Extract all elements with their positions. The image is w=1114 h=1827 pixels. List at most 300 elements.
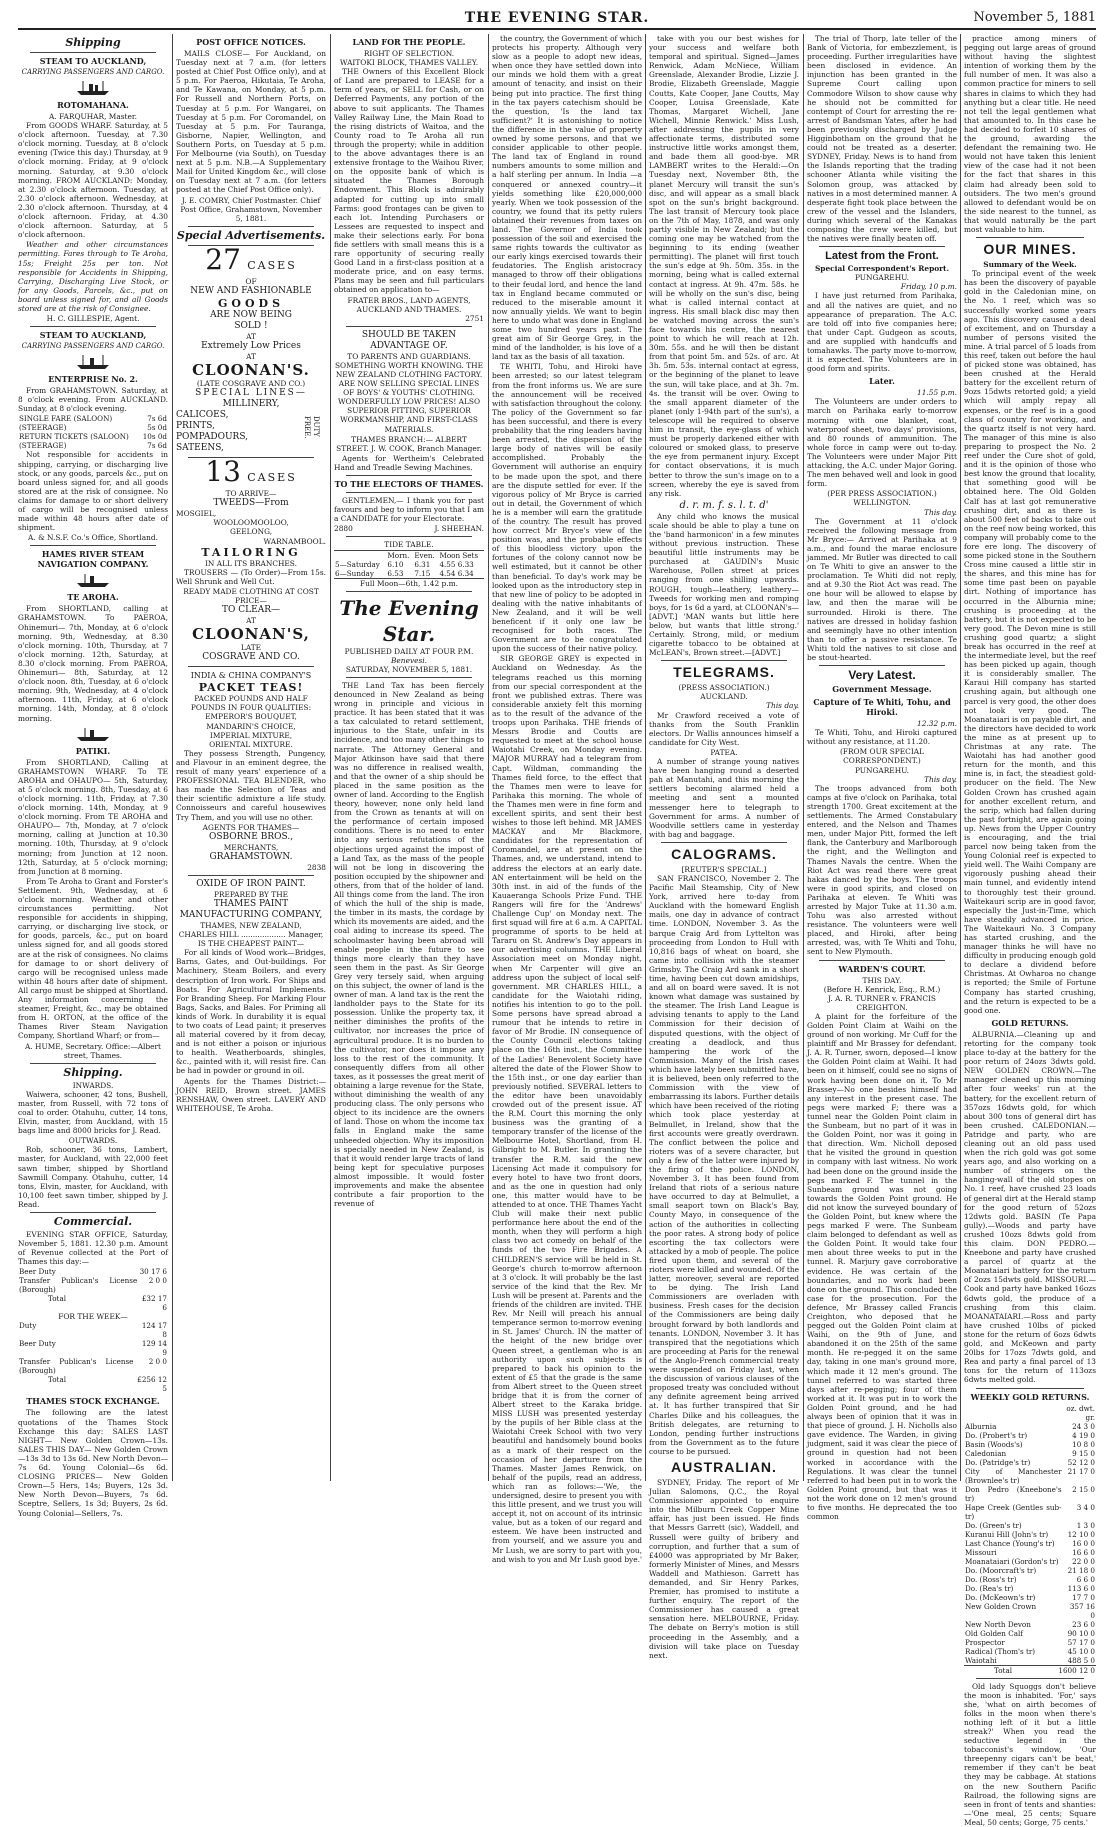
table-header: Morn. (386, 550, 413, 560)
table-cell: 6.53 (386, 569, 413, 579)
table-row (964, 1467, 1096, 1485)
ad-text: SPECIAL LINES— (176, 388, 326, 399)
ship-name: TE AROHA. (18, 592, 168, 602)
tide-table-title: TIDE TABLE. (334, 540, 484, 549)
section-heading-gold-returns: GOLD RETURNS. (964, 1018, 1096, 1028)
ad-subtitle: TO PARENTS AND GUARDIANS. (334, 352, 484, 361)
column-4 (492, 34, 642, 1481)
steamship-icon (75, 353, 111, 371)
ad-count: 13 (205, 455, 241, 488)
table-row (964, 1485, 1096, 1503)
table-cell: Caledonian (964, 1449, 1063, 1458)
table-cell: 6 6 0 (1063, 1575, 1096, 1584)
table-cell: SINGLE FARE (SALOON) (18, 414, 139, 423)
ad-note: From Te Aroha to Grant and Forster's Settlement. 9th, Wednesday, at 6 o'clock morning. Weather and other circumstances permitting. Not responsible for accidents in shipping, carrying, or discharging live stock, or for goods, parcels, &c., put on board unless signed for, and all goods stored are at the risk of consignees. No claims for damage to or short delivery of cargo will be recognised unless made within 48 hours after date of shipment. All cargo must be shipped at Shortland. Any information concerning the steamer, Freight, &c., may be obtained from H. ORTON, at the office of the Thames River Steam Navigation Company, Shortland Wharf; or from— (18, 877, 168, 1041)
table-cell: Total (18, 1294, 138, 1312)
section-heading-special-ads: Special Advertisements. (176, 230, 326, 242)
table-row (18, 414, 168, 423)
table-cell: Last Chance (Young's tr) (964, 1539, 1063, 1548)
section-heading-latest: Latest from the Front. (807, 250, 957, 262)
ad-text: AT (176, 616, 326, 625)
section-heading-telegrams: TELEGRAMS. (649, 664, 799, 681)
dateline-time: This day. (807, 775, 957, 784)
ad-text: AGENTS FOR THAMES— (176, 823, 326, 832)
section-heading-exchange: THAMES STOCK EXCHANGE. (18, 1396, 168, 1406)
ad-text: GRAHAMSTOWN. (176, 852, 326, 863)
ad-list (176, 410, 326, 454)
divider (346, 475, 472, 476)
section-subheading: THIS DAY. (807, 976, 957, 985)
section-heading-shipping: Shipping (18, 37, 168, 49)
article-body: The trial of Thorp, late teller of the Bank of Victoria, for embezzlement, is proceeding. Further irregularities have been disclosed in evidence. An injunction has been granted in the Supreme Court calling upon Commodore Wilson to show cause why he should not be committed for contempt of Court for arresting the re-arrest of Bandsman Yates, after he had been previously discharged by Judge Higginbotham on the ground that he could not be treated as a deserter. SYDNEY, Friday. News is to hand from the Islands reporting that the trading schooner Atlanta while visiting the Solomon group, was attacked by natives in a most determined manner. A desperate fight took place between the crew of the vessel and the Islanders, during which several of the Kanakas composing the crew were killed, but the natives were finally beaten off. (807, 34, 957, 243)
table-cell: 7s 6d (139, 441, 168, 450)
table-cell: Old Golden Calf (964, 1629, 1063, 1638)
table-cell: RETURN TICKETS (SALOON) (18, 432, 139, 441)
section-subheading: Summary of the Week. (964, 260, 1096, 269)
table-row (964, 1431, 1096, 1440)
ad-subtitle: WAITOKI BLOCK, THAMES VALLEY. (334, 58, 484, 67)
table-row (18, 1375, 168, 1393)
table-cell: 488 5 0 (1063, 1656, 1096, 1665)
dateline-time: 11.55 p.m. (807, 388, 957, 397)
article-body: Waiwera, schooner, 42 tons, Bushell, master, from Russell, with 72 tons of coal to order. Otahuhu, cutter, 14 tons, Elvin, master, from Auckland, with 15 bags lime and 8000 bricks for J. Read. (18, 1090, 168, 1135)
ad-note: Weather and other circumstances permitting. Fares through to Te Aroha, 15s; Freight 25s per ton. Not responsible for Accidents in Shipping, Carrying, Discharging Live Stock, or for any Goods, Parcels, &c., put on board unless signed for, and all Goods stored are at the risk of Consignee. (18, 240, 168, 313)
table-row (18, 1357, 168, 1375)
table-row (18, 423, 168, 432)
table-cell: 124 17 8 (134, 1321, 168, 1339)
section-subheading: Government Message. (807, 684, 957, 694)
ad-subtitle: CARRYING PASSENGERS AND CARGO. (18, 342, 168, 351)
ad-signature: J. SHEEHAN. (434, 524, 484, 533)
article-body: EVENING STAR OFFICE, Saturday, November 5, 1881. 12.30 p.m. Amount of Revenue collected at the Port of Thames this day:— (18, 1230, 168, 1266)
ad-note: Not responsible for accidents in shipping, carrying, or discharging live stock, or any goods, parcels &c., put on board unless signed for, and all goods stored are at the risk of consignee. No claims for damage to or short delivery of cargo will be recognised unless made within 48 hours after date of shipment. (18, 450, 168, 532)
masthead (18, 8, 1096, 30)
ad-text: THAMES, NEW ZEALAND, (176, 921, 326, 930)
ad-text: TO ARRIVE— (176, 489, 326, 498)
subheading: INWARDS. (18, 1081, 168, 1090)
ad-text: GEELONG, (176, 527, 326, 536)
section-subheading: (FROM OUR SPECIAL CORRESPONDENT.) (807, 747, 957, 765)
divider (30, 1212, 156, 1213)
table-row (964, 1440, 1096, 1449)
ad-list-item: SATEENS, (176, 443, 326, 454)
table-cell: Waiotahi (964, 1656, 1063, 1665)
table-row (334, 569, 484, 579)
week-revenue-table (18, 1321, 168, 1393)
ad-number-label: 2880 (334, 524, 353, 533)
divider (976, 1678, 1084, 1679)
ad-text: LATE (176, 643, 326, 652)
ad-text: READY MADE CLOTHING AT COST PRICE— (176, 587, 326, 605)
steamship-icon (75, 571, 111, 589)
ad-signature: A. HUME, Secretary. Office:—Albert street, Thames. (18, 1042, 168, 1060)
ad-title: HAMES RIVER STEAM NAVIGATION COMPANY. (18, 549, 168, 569)
article-body: The troops advanced from both camps at five o'clock on Parihaka, total strength 1700. Great excitement at the settlements. The Armed Constabulary entered, and the Nelson and Thames men, under Major Pitt, formed the left flank, the Canterbury and Marlborough the right, and the Wellington and Thames Navals the centre. When the Riot Act was read there were great hakas danced by the boys. The troops were in good spirits, and closed on Parihaka at eleven. Te Whiti was arrested by Major Tuke at 11.30 a.m. Tohu was also arrested without resistance. The volunteers were well placed, and Hiroki, after being arrested, was, with Te Whiti and Tohu, sent to New Plymouth. (807, 784, 957, 957)
ad-signature: H. C. GILLESPIE, Agent. (18, 314, 168, 323)
table-row (964, 1566, 1096, 1575)
ad-number-label: 2838 (176, 863, 326, 872)
divider (188, 875, 314, 876)
signature: J. E. COMRY, Chief Postmaster. Chief Post Office, Grahamstown, November 5, 1881. (176, 196, 326, 223)
divider (819, 960, 945, 961)
ad-text: OF (176, 277, 326, 286)
table-cell: Moanataiari (Gordon's tr) (964, 1557, 1063, 1566)
table-header: Moon Sets (438, 550, 484, 560)
ad-text: OSBORNE BROS., (176, 832, 326, 843)
dateline-time: Friday, 10 p.m. (807, 282, 957, 291)
table-cell: Basin (Woods's) (964, 1440, 1063, 1449)
table-cell: 1600 12 0 (1038, 1665, 1096, 1675)
ad-text: EMPEROR'S BOUQUET, (176, 712, 326, 721)
ad-cases: CASES (247, 471, 296, 484)
ad-text: TWEEDS—From (176, 498, 326, 509)
ad-title: TO THE ELECTORS OF THAMES. (334, 479, 484, 489)
fares-table (18, 414, 168, 450)
table-row (964, 1647, 1096, 1656)
dateline-place: PUNGAREHU. (807, 766, 957, 775)
ad-title: STEAM TO AUCKLAND, (18, 330, 168, 340)
section-subheading: Special Correspondent's Report. (807, 264, 957, 273)
article-body: SYDNEY, Friday. The report of Mr Julian Salomons, Q.C., the Royal Commissioner appointed to enquire into the Milburn Creek Copper Mine affair, has just been issued. He finds that Messrs Garrett (sic), Waddell, and Russell were guilty of bribery and corruption, and further that a sum of £4000 was appropriated by Mr Baker, formerly Minister of Mines, and Messrs Waddell and Mathieson. Garrett has demanded, and Sir Henry Parkes, Premier, has promised to institute a further enquiry. The report of the Commissioner has caused a great sensation here. MELBOURNE, Friday. The debate on Berry's motion is still proceeding in the Assembly, and a division will take place on Tuesday next. (649, 1478, 799, 1660)
table-cell: New North Devon (964, 1620, 1063, 1629)
table-cell: Do. (Ross's tr) (964, 1575, 1063, 1584)
ad-list-item: CALICOES, (176, 410, 326, 421)
table-cell: Hape Creek (Gentles sub-tr) (964, 1503, 1063, 1521)
dateline-time: 12.32 p.m. (807, 719, 957, 728)
subheading: OUTWARDS. (18, 1136, 168, 1145)
table-cell: Duty (18, 1321, 134, 1339)
table-cell: 357 16 0 (1063, 1602, 1096, 1620)
ad-text: THAMES PAINT MANUFACTURING COMPANY, (176, 899, 326, 921)
divider (346, 591, 472, 592)
divider (661, 660, 787, 661)
ship-name: ENTERPRISE No. 2. (18, 374, 168, 384)
table-row (334, 560, 484, 569)
divider (30, 545, 156, 546)
section-heading-calograms: CALOGRAMS. (649, 846, 799, 863)
table-row (964, 1530, 1096, 1539)
ad-text: GOODS (176, 297, 326, 310)
column-rule (488, 34, 489, 1481)
divider (188, 226, 314, 227)
table-row (964, 1584, 1096, 1593)
ad-text: IS THE CHEAPEST PAINT— (176, 939, 326, 948)
ad-title: LAND FOR THE PEOPLE. (334, 37, 484, 47)
ad-text: MANDARIN'S CHOICE, (176, 722, 326, 731)
table-cell: £256 12 5 (134, 1375, 168, 1393)
dateline-time: This day. (649, 701, 799, 710)
table-cell: City of Manchester (Brownlee's tr) (964, 1467, 1063, 1485)
divider (30, 1063, 156, 1064)
ad-text: CLOONAN'S, (176, 625, 326, 643)
column-7 (964, 34, 1096, 1481)
section-heading-weekly-gold: WEEKLY GOLD RETURNS. (964, 1392, 1096, 1402)
section-heading-australian: AUSTRALIAN. (649, 1459, 799, 1476)
ad-text: ARE NOW BEING (176, 310, 326, 321)
table-row (18, 432, 168, 441)
ad-signature: A. & N.S.F. Co.'s Office, Shortland. (18, 533, 168, 542)
ad-text: PACKED POUNDS AND HALF POUNDS IN FOUR QUALITIES: (176, 694, 326, 712)
table-row (964, 1593, 1096, 1602)
table-cell: 2 15 0 (1063, 1485, 1096, 1503)
article-body: The Volunteers are under orders to march on Parihaka early to-morrow morning with one blanket, coat, waterproof sheet, two days' provisions, and 80 rounds of ammunition. The whole force in camp were out to-day. The Volunteers were under Major Pitt attacking, the A.C. under Major Goring. The men behaved well and look in good form. (807, 397, 957, 488)
ad-text: SOLD ! (176, 321, 326, 332)
masthead-motto: Benevesi. (334, 656, 484, 665)
section-heading-later: Later. (807, 376, 957, 386)
table-cell: (STEERAGE) (18, 441, 139, 450)
column-rule (960, 34, 961, 1481)
table-cell: 113 6 0 (1063, 1584, 1096, 1593)
article-body: To principal event of the week has been the discovery of payable gold in the Caledonian mine, on the No. 1 reef, which was so successfully worked some years ago. This discovery caused a deal of excitement, and on Thursday a number of persons visited the mine. A trial parcel of 5 loads from this reef, taken out before the haul of picked stone was obtained, has been crushed at the Herald battery for the excellent return of 9ozs 15dwts retorted gold; a yield which will amply repay all expenses, or the reef is in a good class of country for working, and the quartz itself is not very hard. The manager of this mine is also preparing to prospect the No. 2 reef under the Cure shot of gold, and it is the opinion of those who best know the ground that locality, that something good will be obtained here. The Old Golden Calf has at last got remunerative crushing dirt, and as there is about 500 feet of backs to take out on the reef now being worked, this company will probably come to the fore ere long. The discovery of some picked stone in the Southern Cross mine caused a little stir in the shares, and this mine has for some time past been on payable dirt. Nothing of importance has occurred in the Alburnia mine; crushing is proceeding at the battery, but it is not expected to be very good. The Devon mine is still crushing good quartz; a slight break has occurred in the reef at the intermediate level, but the reef has been picked up again, though it is considerably smaller. The Karaui Hill company has started crushing again, but although one parcel is very good, the other does not look very good. The Moanataiari is on payable dirt, and the directors have decided to work the mine as at present up to Christmas at any rate. The Waiotahi has had another good return for the month, and this mine is, in fact, the steadiest gold-producer on the field. The New Golden Crown has crushed again for another excellent return, and the scrip, which had fallen during the past fortnight, are again going up. News from the Upper Country is encouraging, and the trial parcel now being taken from the Young Colonial reef is expected to yield well. The Waihi Company are vigorously pushing ahead their main tunnel, and evidently intend to thoroughly test their ground. Waitekauri scrip are in good favor, especially the Just-in-Time, which have steadily advanced in price. The Waitekauri No. 3 Company has started crushing, and the manager thinks he will have no difficulty in producing enough gold to declare a dividend before Christmas. At Owharoa no change is reported; the Smile of Fortune Company has started crushing, and the return is expected to be a good one. (964, 269, 1096, 1015)
ad-branch: THAMES BRANCH:— ALBERT STREET. J. W. COOK, Branch Manager. (334, 435, 484, 453)
dateline-place: PUNGAREHU. (807, 273, 957, 282)
ad-body: GENTLEMEN,— I thank you for past favours and beg to inform you that I am a CANDIDATE for your Electorate. (334, 496, 484, 523)
ad-text: PACKET TEAS! (176, 681, 326, 694)
table-cell: Transfer Publican's License (Borough) (18, 1276, 138, 1294)
table-cell: Do. (McKeown's tr) (964, 1593, 1063, 1602)
table-row (18, 441, 168, 450)
ad-footer (334, 524, 484, 533)
dateline-place: AUCKLAND. (649, 692, 799, 701)
ad-text: WARNAMBOOL. (176, 537, 326, 546)
table-cell: Total (18, 1375, 134, 1393)
table-row (964, 1458, 1096, 1467)
table-row (18, 1267, 168, 1276)
table-cell: 24 3 0 (1063, 1422, 1096, 1431)
table-cell: 23 6 0 (1063, 1620, 1096, 1629)
table-cell: 16 6 0 (1063, 1548, 1096, 1557)
divider (976, 237, 1084, 238)
ad-title: SHOULD BE TAKEN ADVANTAGE OF. (334, 330, 484, 352)
article-body: TE WHITI, Tohu, and Hiroki have been arrested; so our latest telegram from the front informs us. We are sure the announcement will be received with satisfaction throughout the colony. The policy of the Government so far has been successful, and there is every probability that the ring leaders having been arrested, the dispersion of the large body of natives will be easily accomplished. Probably the Government will authorise an enquiry to be made upon the spot, and there are the dispute settled for ever. If the vigorous policy of Mr Bryce is carried out in detail, the Government of which he is a member will earn the gratitude of the country. The result has proved how correct Mr Bryce's view of the position was, and the probable effects of this bloodless victory upon the fortunes of the colony cannot now be well estimated, but it cannot be other than beneficial. To day's work may be looked upon as the introductory step in that new line of policy to be adopted in dealing with the native inhabitants of New Zealand, and it will be well beneficent if it only one law be recognised for both races. The Government are to be congratulated upon the success of their native policy. (492, 362, 642, 653)
article-body: Mr Crawford received a vote of thanks from the South Franklin electors. Dr Wallis announces himself a candidate for City West. (649, 711, 799, 747)
ad-number (176, 461, 326, 489)
table-row (18, 1339, 168, 1357)
table-row (964, 1557, 1096, 1566)
section-subheading: (PRESS ASSOCIATION.) (649, 683, 799, 692)
ad-text: Agents for the Thames District:— JOHN REID, Brown street. JAMES RENSHAW, Owen street. LAVERY AND WHITEHOUSE, Te Aroha. (176, 1077, 326, 1113)
table-cell: 4.55 6.33 (438, 560, 484, 569)
ad-text: TO CLEAR— (176, 605, 326, 616)
section-heading-very-latest: Very Latest. (807, 669, 957, 681)
table-cell: 21 18 0 (1063, 1566, 1096, 1575)
ad-text: IN ALL ITS BRANCHES. (176, 559, 326, 568)
weekly-gold-total (964, 1665, 1096, 1675)
ad-title: STEAM TO AUCKLAND, (18, 56, 168, 66)
ad-body: Agents for Wertheim's Celebrated Hand and Treadle Sewing Machines. (334, 454, 484, 472)
ad-text: MILLINERY, (176, 399, 326, 410)
table-cell: 1 3 0 (1063, 1521, 1096, 1530)
table-cell: Kuranui Hill (John's tr) (964, 1530, 1063, 1539)
table-cell: 4 19 0 (1063, 1431, 1096, 1440)
table-cell: Don Pedro (Kneebone's tr) (964, 1485, 1063, 1503)
article-body: The following are the latest quotations of the Thames Stock Exchange this day: SALES LAST NIGHT— New Golden Crown—13s. SALES THIS DAY— New Golden Crown—13s 3d to 13s 6d. New North Devon—7s 6d. Young Colonial—6s 6d. CLOSING PRICES— New Golden Crown—5 Hers, 14s; Buyers, 12s 3d. New North Devon—Buyers, 7s 6d. Sceptre, Sellers, 1s 3d; Buyers, 2s 6d. Young Colonial—Sellers, 7s. (18, 1408, 168, 1517)
table-cell: 21 17 0 (1063, 1467, 1096, 1485)
ad-text: CHARLES HILL ................... Manager, (176, 930, 326, 939)
ad-text: TAILORING (176, 546, 326, 559)
table-row (964, 1422, 1096, 1431)
ad-text: INDIA & CHINA COMPANY'S (176, 670, 326, 681)
ad-list-item: PRINTS, (176, 421, 326, 432)
article-body: take with you our best wishes for your success and welfare both temporal and spiritual. Signed—James Renwick, Adam McNiece, William Greenslade, Alexander Brodie, Lizzie J. Brodie, Elizabeth Greenslade, Maggie Coutts, Kate Cooper, Jane Coutts, May Cooper, Louisa Greenslade, Kate Thomas, Margaret Wichell, Jane Wichell, Minnie Renwick.' Miss Lush, after addressing the pupils in very affectionate terms, distributed some instructive little works amongst them, and bade them all good-bye. MR LAMBERT writes to the Herald:—On Tuesday next, November 8th, the planet Mercury will transit the sun's disc, and will appear as a small black spot on the sun's bright background. The last transit of Mercury took place on the 7th of May, 1878, and was only partly visible in New Zealand; but the coming one may be watched from the beginning to its ending (weather permitting). The planet will first touch the sun's edge at 9h. 50m. 35s. in the morning, being what is called external contact at ingress. At 9h. 47m. 58s. he will be wholly on the sun's disc, being what is called internal contact at ingress. His small black disc may then be watched moving across the sun's face towards his centre, the nearest point to which he will reach at 12h. 30m. 55s. and he will then be distant from that point 5m. and 52s. of arc. At 3h. 5m. 53s. internal contact at egress, or the beginning of the planet to leave the sun, will take place, and at 3h. 7m. 4s. the transit will be over. Owing to the small apparent diameter of the planet (only 1-94th part of the sun's), a telescope will be required to observe him in transit, the eye-glass of which must be properly darkened either with coloured or smoked glass, to preserve the eye from permanent injury. Except for contact observations, it is much better to throw the sun's image on to a screen, whereby the eye is saved from any risk. (649, 34, 799, 498)
table-row (964, 1449, 1096, 1458)
table-cell: Transfer Publican's License (Borough) (18, 1357, 134, 1375)
music-scale: d. r. m. f. s. l. t. d' (649, 499, 799, 512)
ad-text: MOSGIEL, (176, 509, 326, 518)
ship-name: PATIKI. (18, 746, 168, 756)
table-cell: 129 14 9 (134, 1339, 168, 1357)
section-heading-post-office: POST OFFICE NOTICES. (176, 37, 326, 47)
ad-body: SOMETHING WORTH KNOWING. THE NEW ZEALAND CLOTHING FACTORY. ARE NOW SELLING SPECIAL LINES OF BOYS' & YOUTHS' CLOTHING. WONDERFULLY LOW PRICES! ALSO SUPERIOR FITTING, SUPERIOR WORKMANSHIP, AND FIRST-CLASS MATERIALS. (334, 361, 484, 434)
table-cell: Radical (Thom's tr) (964, 1647, 1063, 1656)
table-cell: 30 17 6 (138, 1267, 168, 1276)
ad-text: COSGRAVE AND CO. (176, 652, 326, 663)
table-row (334, 550, 484, 560)
divider (346, 492, 472, 493)
divider (819, 246, 945, 247)
table-cell: Total (964, 1665, 1038, 1675)
table-cell: 45 10 0 (1063, 1647, 1096, 1656)
dateline-time: This day. (807, 508, 957, 517)
article-body: ALBURNIA.—Cleaning up and retorting for the company took place to-day at the battery for the poor return of 24ozs 3dwts gold. NEW GOLDEN CROWN.—The manager cleaned up this morning after four weeks' run at the battery, for the excellent return of 357ozs 16dwts gold, for which about 300 tons of general dirt has been crushed. CALEDONIAN.—Patridge and party, who are cleaning out an old pass used when the rich gold was got some years ago, and also working on a number of stringers on the hanging-wall of the old stopes on No. 1 reef, have crushed 23 loads of general dirt at the Herald stamp for the good return of 52ozs 12dwts gold. BASIN (Te Papa gully).—Woods and party have crushed 10ozs 8dwts gold from this claim. DON PEDRO.—Kneebone and party have crushed a parcel of quartz at the Moanataiari battery for the return of 2ozs 15dwts gold. MISSOURI.—Cook and party have banked 16ozs 6dwts gold, the produce of a crushing from this claim. MOANATAIARI.—Ross and party have crushed 10lbs of picked stone for the return of 6ozs 6dwts gold, and McKeown and party 20lbs for 17ozs 7dwts gold, and Rea and party a final parcel of 13 tons for the return of 113ozs 6dwts melted gold. (964, 1030, 1096, 1385)
table-cell: Missouri (964, 1548, 1063, 1557)
ad-text: OXIDE OF IRON PAINT. (176, 879, 326, 890)
table-row (964, 1521, 1096, 1530)
steamship-icon (75, 79, 111, 97)
table-cell: Alburnia (964, 1422, 1063, 1431)
article-body: Te Whiti, Tohu, and Hiroki captured without any resistance, at 11.20. (807, 728, 957, 746)
article-body: SIR GEORGE GREY is expected in Auckland on Wednesday. As the telegrams reached us this morning from our special correspondent at the front we published extras. There was considerable anxiety felt this morning as to the result of the advance of the troops upon Parihaka. THE friends of Messrs Brodie and Coutts are requested to meet at the school house Waiotahi Creek, on Monday evening. MAJOR MURRAY had a telegram from Capt. Wildman, commanding the Thames field force, to the effect that the Thames men were to leave for Parihaka this morning. The whole of the Thames men were in fine form and excellent spirits, and sent their best wishes to those left behind. MR JAMES MACKAY and Mr Blackmore, candidates for the representation of Coromandel, are at present on the Thames, and, we understand, intend to address the electors at an early date. AN entertainment will be held on the 30th inst. in aid of the funds of the Kauaeranga Schools Prize Fund. THE Rangers will fire for the 'Andrews' Challenge Cup' on Monday next. The first squad will fire at 6 a.m. A CAPITAL programme of sports to be held at Tararu on St. Andrew's Day appears in our advertising columns. THE Liberal Association meet on Monday night, when Mr Carpenter will give an address upon the subject of local self-government. MR CHARLES HILL, a candidate for the Waiotahi riding, notifies his intention to go to the poll. Some persons have spread abroad a rumour that he intends to retire in favor of Mr Brodie. IN consequence of the County Council elections taking place on the 16th inst., the Committee of the Ladies' Benevolent Society have altered the date of the Flower Show to the 15th inst., or one day earlier than previously notified. SEVERAL letters to the editor have been unavoidably crowded out of the present issue. AT the R.M. Court this morning the only business was the granting of a temporary transfer of the license of the Melbourne Hotel, Shortland, from H. Gilbright to M. Butler. In granting the transfer the R.M. said the new Licensing Act made it compulsory for every hotel to have two front doors, and as the one in question had only one, this matter would have to be attended to at once. THE Thames Yacht Club will make their next public performance here about the end of the month, when they will perform a high class two act comedy on behalf of the funds of the two Fire Brigades. A CHILDREN'S service will be held in St. George's church to-morrow afternoon at 3 o'clock. It will probably be the last service of the kind that the Rev. Mr Lush will be present at. Parents and the friends of the children are invited. THE Rev. Mr Neill will preach his annual temperance sermon to-morrow evening in St. James' Church. IN the matter of the height of the new bridge over Queen street, a gentleman who is an authority upon such subjects is prepared to back his opinion to the extent of £5 that the grade is the same from Albert street to the Queen street bridge that it is from the corner of Albert street to the Karaka bridge. MISS LUSH was presented yesterday by the pupils of her Bible class at the Waiotahi Creek School with two very beautiful and handsomely bound books as a mark of their respect on the occasion of her departure from the Thames. Master James Renwick, on behalf of the pupils, read an address, which ran as follows:—'We, the undersigned, desire to present you with this little present, and we trust you will accept it, not on account of its intrinsic value, but as a token of our regard and esteem. We have been instructed and from yourself, and we assure you and Mr Lush, we are sorry to part with you, and wish to you and Mr Lush good bye.' (492, 654, 642, 1563)
article-body: the country, the Government of which protects his property. Although very slow as a people to adopt new ideas, when once they have settled down into our minds we hold them with a great amount of tenacity, and insist on their being put into practice. The first thing in the tax payers catechism should be the question, 'Is the land tax sufficient?' It is astonishing to notice the difference in the value of property owned by some persons, and that we consider applicable to other people. The land tax of England in round numbers amounts to some million and a half sterling per annum. In India —a conquered or annexed country—it yields something like £20,000,000 yearly. When we took possession of the country, we found that its petty rulers obtained their revenues from taxes on land. The Governor of India took possession of the soil and exercised the same rights towards the cultivator as our early kings exercised towards their feudatories. The English aristocracy managed to throw off their obligations to their feudal lord, and hence the land tax in England became commuted or reduced to the miserable amount it now annually yields. We want to begin here to undo what was done in England some two hundred years past. The great aim of Sir George Grey, in the mind of the landholder, is his love of a land tax as the basis of all taxation. (492, 34, 642, 361)
article-body: Any child who knows the musical scale should be able to play a tune on the 'band harmonicon' in a few minutes without previous instruction. These beautiful little instruments may be purchased at GAUDIN's Music Warehouse, Pollen street at prices ranging from one shilling upwards. ROUGH, tough—leathery, leathery—Tweeds for working men and romping boys, for 1s 6d a yard, at CLOONAN's—[ADVT.] 'MAN wants but little here below, but wants that little strong.' Certainly. Strong, mild, or medium cigarette tobacco to be obtained at McLEAN's, Brown street.—[ADVT.] (649, 512, 799, 658)
table-row (964, 1548, 1096, 1557)
table-cell: 90 10 0 (1063, 1629, 1096, 1638)
table-cell: 6.31 (413, 560, 438, 569)
divider (661, 842, 787, 843)
table-cell: 17 7 0 (1063, 1593, 1096, 1602)
article-body: I have just returned from Parihaka, and all the natives are quiet, and no appearance of preparation. The A.C. are told off into five companies here; that under Capt. Gudgeon as scouts, and are supplied with handcuffs and tomahawks. The party move to-morrow, it is expected. The Volunteers are in good form and spirits. (807, 291, 957, 373)
table-row (964, 1404, 1096, 1422)
table-cell: Prospector (964, 1638, 1063, 1647)
ad-text: They possess Strength, Pungency, and Flavour in an eminent degree, the result of many years' experience of a PROFESSIONAL TEA BLENDER, who has made the Selection of Teas and their scientific admixture a life study. Connoisseurs and careful housewives Try Them, and you will use no other. (176, 749, 326, 822)
column-3 (334, 34, 484, 1481)
ad-text: CLOONAN'S. (176, 361, 326, 379)
column-rule (330, 34, 331, 1481)
section-subheading: (Before H. Kenrick, Esq., R.M.) (807, 985, 957, 994)
issue-date: November 5, 1881 (973, 10, 1096, 25)
ad-count: 27 (205, 243, 241, 276)
ad-text: IMPERIAL MIXTURE, (176, 731, 326, 740)
article-body: A number of strange young natives have been hanging round a deserted pah at Manutahi, and this morning the settlers becoming alarmed held a meeting and sent a mounted messenger here to telegraph to Government for arms. A number of Woodville settlers came in yesterday with bag and baggage. (649, 757, 799, 839)
table-header (334, 550, 386, 560)
table-row (964, 1620, 1096, 1629)
divider (346, 677, 472, 678)
column-rule (803, 34, 804, 1481)
table-cell: 22 0 0 (1063, 1557, 1096, 1566)
table-cell: 4.54 6.34 (438, 569, 484, 579)
subheading: FOR THE WEEK— (18, 1312, 168, 1321)
table-row (964, 1638, 1096, 1647)
table-cell: Beer Duty (18, 1267, 138, 1276)
table-row (18, 1321, 168, 1339)
article-body: THE Land Tax has been fiercely denounced in New Zealand as being wrong in principle and vicious in practice. It has been stated that it was a tax calculated to retard settlement, injurious to the State, unfair in its incidence, and too many other things to narrate. The Attorney General and Major Atkinson have said that there was no difference in realised wealth, and that the owner of a ship should be placed in the same position as the owner of land. According to the English theory, however, none only held land from the Crown as tenants at will on the performance of certain imposed conditions. There is no need to enter into any serious refutations of the objections urged against the impost of a Land Tax, as the mass of the people will not be long in discovering the position occupied by the shipowner and others, from that of the holder of land. All things come from the land. The iron of which the hull of the ship is made, the timber in its masts, the cordage by which its movements are aided, and the coal aiding to increase its speed. The schoolmaster having been abroad will enable people in the future to see things more clearly than they have seen them in the past. As Sir George Grey very tersely said, when arguing on this subject, the owner of land is the owner of man. A land tax is the rent the landholder pays to the State for its possession. Unlike the property tax, it neither diminishes the profits of the cultivator, nor increases the price of agricultural produce. It is no burden to the cultivator, nor does it impose any loss to the rest of the community. It consequently differs from all other taxes, as it possesses the great merit of obtaining a large revenue for the State, without diminishing the wealth of any producing class. The only persons who object to its incidence are the owners of land. Those on whom the income tax falls in England make the same unheeded objection. Why its imposition is specially needed in New Zealand, is that it would render large tracts of land being kept for speculative purposes almost impossible. It would foster improvements and make the absentee contribute a fair proportion to the revenue of (334, 681, 484, 1208)
ad-number (176, 249, 326, 277)
table-cell: Do. (Probert's tr) (964, 1431, 1063, 1440)
divider (188, 666, 314, 667)
ad-text: TROUSERS — (To Order)—From 15s. Well Shrunk and Well Cut. (176, 568, 326, 586)
table-cell: Do. (Rea's tr) (964, 1584, 1063, 1593)
ad-body: From GOODS WHARF. Saturday, at 5 o'clock afternoon. Tuesday, at 7.30 o'clock morning. Tuesday, at 8 o'clock evening (Twice this day.) Thursday, at 9 o'clock morning. Friday, at 9 o'clock morning. Saturday, at 9.30 o'clock morning. FROM AUCKLAND: Monday, at 2.30 o'clock afternoon. Tuesday, at 2.30 o'clock afternoon. Wednesday, at 2.30 o'clock afternoon. Thursday, at 4 o'clock afternoon. Friday, at 4.30 o'clock afternoon. Saturday, at 5 o'clock afternoon. (18, 121, 168, 239)
ad-text: ORIENTAL MIXTURE. (176, 740, 326, 749)
dateline-place: WELLINGTON. (807, 498, 957, 507)
table-cell: 7s 6d (139, 414, 168, 423)
ad-cases: CASES (247, 259, 296, 272)
editorial-masthead: The Evening Star. (334, 595, 484, 647)
ad-body: From SHORTLAND, Calling at GRAHAMSTOWN WHARF. To TE AROHA and OHAUPO— 5th, Saturday, at 5 o'clock morning. 8th, Tuesday, at 6 o'clock morning. 11th, Friday, at 7.30 o'clock morning. 14th, Monday, at 9 o'clock morning. From TE AROHA and OHAUPO— 7th, Monday, at 7 o'clock morning, calling at Junction at 10.30 morning. 10th, Thursday, at 9 o'clock morning; from Junction at 12 noon. 12th, Saturday, at 5 o'clock morning; from Junction at 8 morning. (18, 758, 168, 876)
table-row (964, 1665, 1096, 1675)
column-rule (645, 34, 646, 1481)
revenue-table (18, 1267, 168, 1312)
table-cell: 57 17 0 (1063, 1638, 1096, 1647)
article-body: MAILS CLOSE— For Auckland, on Tuesday next at 7 a.m. (for letters posted at Chief Post Office only), and at 5 p.m. For Paeroa, Hikutaia, Te Aroha, and Te Kawana, on Monday, at 5 p.m. For Russell and Northern Ports, on Tuesday at 5 p.m. For Wangarei, on Tuesday at 5 p.m. For Coromandel, on Tuesday at 5 p.m. For Tauranga, Gisborne, Napier, Wellington, and Southern Ports, on Tuesday at 5 p.m. For Melbourne (via South), on Tuesday next at 5 p.m. N.B.—A Supplementary Mail for United Kingdom &c., will close on Tuesday next at 7 a.m. (for letters posted at the Chief Post Office only). (176, 49, 326, 195)
table-cell: Do. (Green's tr) (964, 1521, 1063, 1530)
ad-text: NEW AND FASHIONABLE (176, 286, 326, 297)
ad-list-item: POMPADOURS, (176, 432, 326, 443)
table-cell: 16 0 0 (1063, 1539, 1096, 1548)
ad-text: PREPARED BY THE (176, 890, 326, 899)
column-1 (18, 34, 168, 1481)
ad-text: Extremely Low Prices (176, 341, 326, 352)
article-body: practice among miners of pegging out large areas of ground without having the slightest intention of working them by the full number of men. It was also a common practice for miners to sell shares in claims to which they had anything but a clear title. He need not tell the legal gentlemen what that amounted to. In this case he had decided to forfeit 10 shares of the ground, awarding the defendant the remaining two. He would not have taken this lenient view of the case had it not been for the fact that shares in this claim had already been sold to outsiders. The two men's ground allowed to defendant would be on the side nearest to the tunnel, as that would naturally be the part most valuable to him. (964, 34, 1096, 234)
ad-number-label: 2751 (334, 314, 484, 323)
masthead-subtitle: PUBLISHED DAILY AT FOUR P.M. (334, 647, 484, 656)
ad-text: MERCHANTS, (176, 843, 326, 852)
table-cell: 5s 0d (139, 423, 168, 432)
tide-note: Full Moon—6th, 1.42 p.m. (334, 579, 484, 588)
ship-name: ROTOMAHANA. (18, 100, 168, 110)
table-header: oz. dwt. gr. (1063, 1404, 1096, 1422)
section-heading-commercial: Commercial. (18, 1216, 168, 1228)
table-cell: (STEERAGE) (18, 423, 139, 432)
table-cell: £32 17 6 (138, 1294, 168, 1312)
divider (819, 665, 945, 666)
table-cell: 2 0 0 (138, 1276, 168, 1294)
article-body: Rob, schooner, 36 tons, Lambert, master, for Auckland, with 22,000 feet sawn timber, shipped by Shortland Sawmill Company. Otahuhu, cutter, 14 tons, Elvin, master, for Auckland, with 10,100 feet sawn timber, shipped by J. Read. (18, 1145, 168, 1209)
table-cell: 10s 0d (139, 432, 168, 441)
divider (346, 536, 472, 537)
table-row (18, 1276, 168, 1294)
table-cell: 6.10 (386, 560, 413, 569)
table-cell: Do. (Patridge's tr) (964, 1458, 1063, 1467)
section-heading-shipping: Shipping. (18, 1067, 168, 1079)
article-body: The Government at 11 o'clock received the following message from Mr Bryce:— Arrived at Parihaka at 9 a.m., and found the marae enclosure jammed. Mr Butler was directed to call on Te Whiti to give an answer to the proclamation. Te Whiti did not reply, and at 9.30 the Riot Act was read. The one hour will be allowed to elapse by law, and then the marae will be surrounded. Hiroki is there. The natives are dressed in holiday fashion and seemingly have no other intention than to offer a passive resistance. Te Whiti told the natives to sit close and be stout-hearted. (807, 517, 957, 663)
ad-subtitle: RIGHT OF SELECTION. (334, 49, 484, 58)
table-cell: New Golden Crown (964, 1602, 1063, 1620)
table-header (964, 1404, 1063, 1422)
ad-text: (LATE COSGRAVE AND CO.) (176, 379, 326, 388)
column-rule (172, 34, 173, 1481)
column-5 (649, 34, 799, 1481)
table-cell: 10 8 0 (1063, 1440, 1096, 1449)
table-row (964, 1575, 1096, 1584)
table-cell: 5—Saturday (334, 560, 386, 569)
divider (30, 52, 156, 53)
article-body: A plaint for the forfeiture of the Golden Point Claim at Waihi on the ground of non working. Mr Cuff for the plaintiff and Mr Brassey for defendant. J. A. R. Turner, sworn, deposed—I know the Golden Point claim at Waihi. It had been on it himself, could see no signs of work having been done on it. To Mr Brassey—No one besides himself had any interest in the present case. The pegs were marked F; there was a tunnel near the Golden Point claim in the Sunbeam, but no part of it was in the Golden Point, nor was it going in that direction. Wm. Nicholl deposed that he visited the ground in question in company with last witness. No work had been done on the ground inside the pegs marked F. The tunnel in the Sunbeam ground was not going towards the Golden Point ground. He did not know the surveyed boundary of the Golden Point, but knew where the pegs marked F were. The Sunbeam claim belonged to defendant as well as the Golden Point. It would take four men about three weeks to put in the tunnel. R. Marjury gave corroborative evidence. He was certain of the boundaries, and no work had been done on the ground. This concluded the case for the prosecution. For the defence, Mr Brassey called Francis Creighton, who deposed that he pegged out the Golden Point claim at Waihi, on the 9th of June, and abandoned it on the 25th of the same month. He re-pegged it on the same day, taking in one man's ground more, which made it 12 men's ground. The tunnel referred to was started three days after re-pegging; four of them worked at it. It was put in to work the Golden Point ground, and he had always been of opinion that it was in that piece of ground. J. H. Nicholls also gave evidence. The Warden, in giving judgment, said it was clear the piece of ground in question had not been worked in accordance with the Regulations. It was clear the tunnel referred to had been put in to work the Golden Point ground, but that was it not the work done on 12 men's ground to five months. He deprecated the too common (807, 1012, 957, 1521)
ad-body: THE Owners of this Excellent Block of Land are prepared to LEASE for a term of years, or SELL for Cash, or on Deferred Payments, any portion of the above to suit applicants. The Thames Valley Railway Line, the Main Road to the rising districts of Waitoa, and the County road to Te Aroha all run through the property; while in addition to the above advantages there is an extensive frontage to the Waihou River, on the opposite bank of which is situated the Thames Borough Endowment. This Block is admirably adapted for cutting up into small Farms: good frontages can be given to each lot. Intending Purchasers or Lessees are requested to inspect and make their selections early. For bona fide settlers with small means this is a rare opportunity of securing really Good Land in a first-class position at a moderate price, and on easy terms. Plans may be seen and full particulars obtained on application to— (334, 67, 484, 294)
ad-text: AT (176, 332, 326, 341)
column-6 (807, 34, 957, 1481)
steamship-icon (75, 725, 111, 743)
